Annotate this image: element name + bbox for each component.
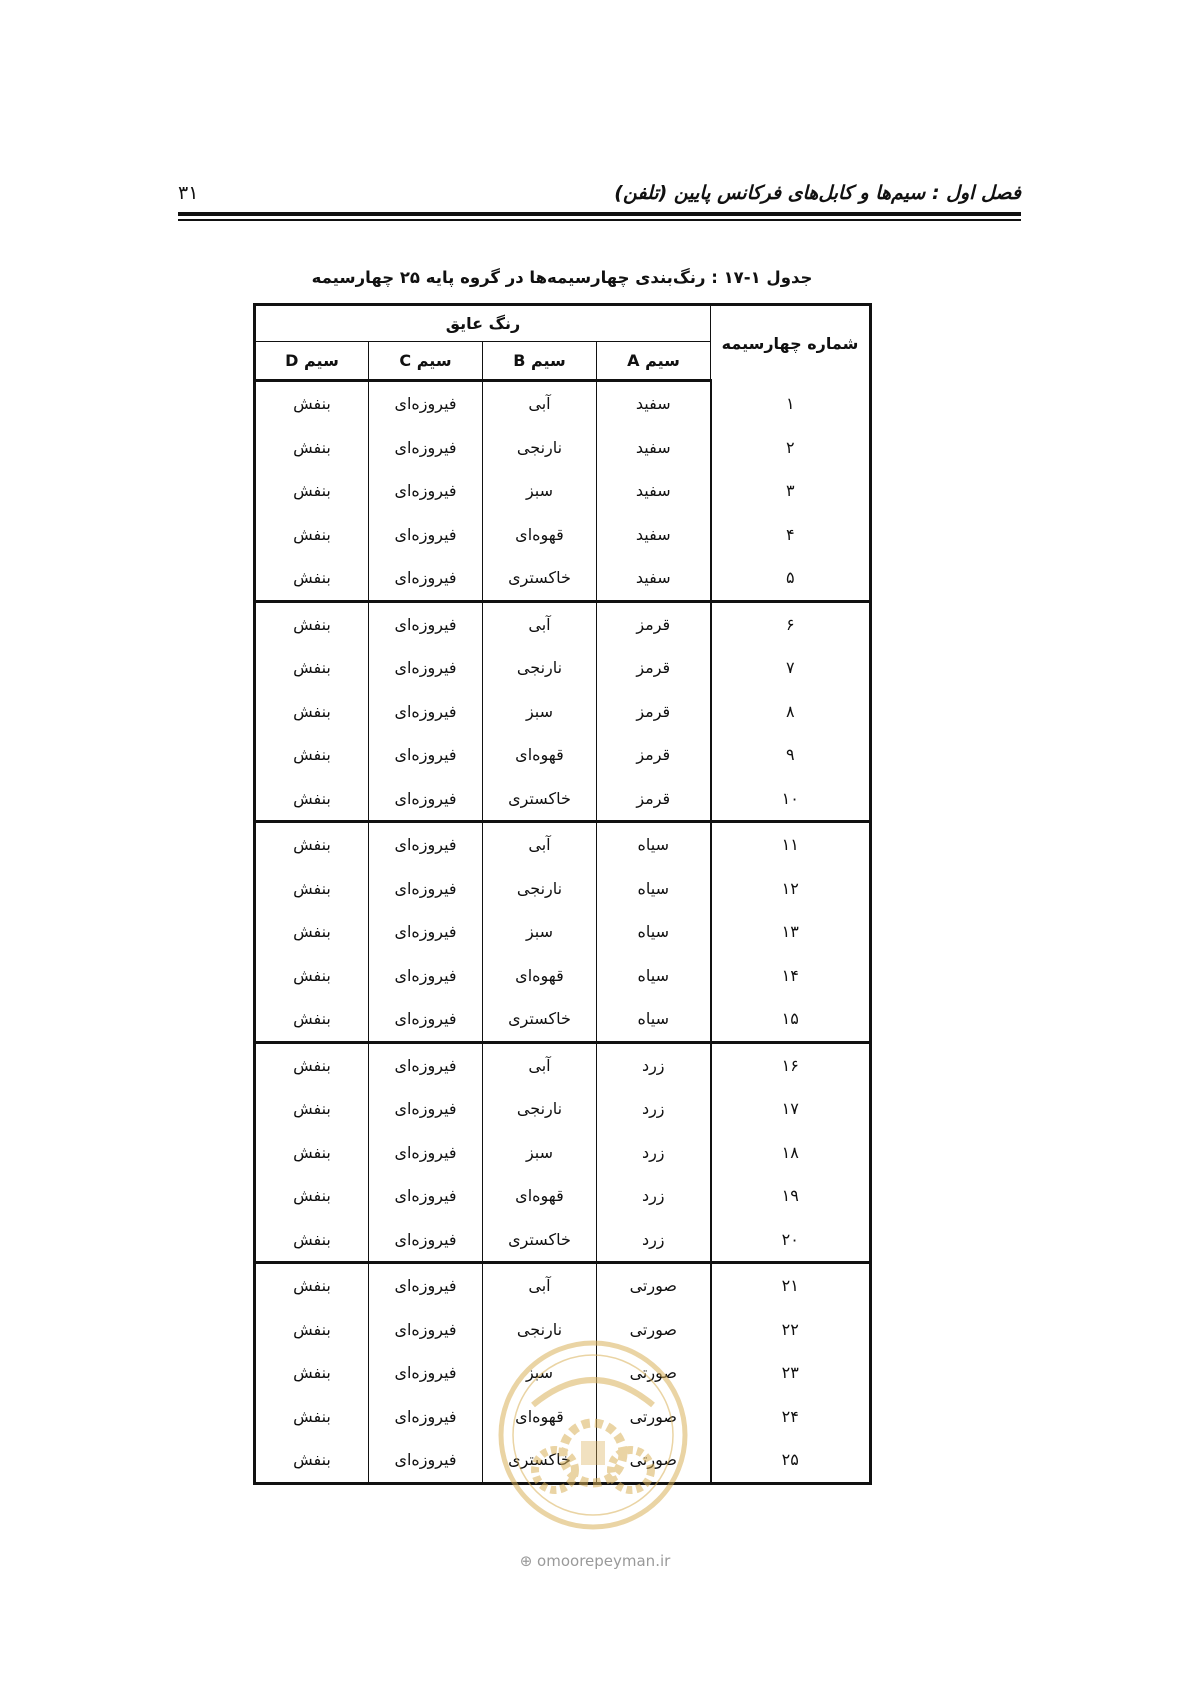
cell-quad-number: ۲۳ — [711, 1351, 871, 1395]
cell-wire-d: بنفش — [255, 426, 369, 470]
cell-quad-number: ۲۲ — [711, 1308, 871, 1352]
cell-wire-c: فیروزه‌ای — [369, 1174, 483, 1218]
table-body — [255, 381, 871, 1484]
cell-wire-d: بنفش — [255, 646, 369, 690]
cell-wire-c: فیروزه‌ای — [369, 556, 483, 601]
header-wire-c: سیم C — [369, 342, 483, 381]
cell-wire-b: سبز — [483, 910, 597, 954]
cell-wire-b: آبی — [483, 822, 597, 867]
table-row — [255, 777, 871, 822]
cell-wire-d: بنفش — [255, 1395, 369, 1439]
cell-quad-number: ۱۵ — [711, 997, 871, 1042]
cell-wire-d: بنفش — [255, 733, 369, 777]
cell-quad-number: ۵ — [711, 556, 871, 601]
cell-wire-c: فیروزه‌ای — [369, 1308, 483, 1352]
cell-wire-a: زرد — [597, 1042, 711, 1087]
cell-wire-a: سفید — [597, 469, 711, 513]
cell-wire-c: فیروزه‌ای — [369, 1395, 483, 1439]
cell-wire-b: سبز — [483, 1131, 597, 1175]
header-wire-b: سیم B — [483, 342, 597, 381]
cell-wire-b: خاکستری — [483, 1218, 597, 1263]
header-wire-d: سیم D — [255, 342, 369, 381]
cell-wire-c: فیروزه‌ای — [369, 910, 483, 954]
cell-wire-b: قهوه‌ای — [483, 513, 597, 557]
cell-wire-a: قرمز — [597, 601, 711, 646]
cell-wire-b: نارنجی — [483, 1087, 597, 1131]
table-row — [255, 1131, 871, 1175]
cell-wire-c: فیروزه‌ای — [369, 690, 483, 734]
cell-wire-a: قرمز — [597, 777, 711, 822]
cell-wire-b: نارنجی — [483, 646, 597, 690]
table-row — [255, 822, 871, 867]
table-caption: جدول ۱-۱۷ : رنگ‌بندی چهارسیمه‌ها در گروه پایه ۲۵ چهارسیمه — [311, 268, 813, 287]
cell-wire-a: صورتی — [597, 1438, 711, 1483]
cell-wire-b: قهوه‌ای — [483, 1395, 597, 1439]
cell-wire-c: فیروزه‌ای — [369, 867, 483, 911]
cell-wire-a: سیاه — [597, 997, 711, 1042]
cell-wire-b: آبی — [483, 381, 597, 426]
watermark-site-text: omoorepeyman.ir — [537, 1552, 671, 1570]
cell-wire-b: آبی — [483, 1263, 597, 1308]
cell-wire-c: فیروزه‌ای — [369, 1131, 483, 1175]
cell-wire-c: فیروزه‌ای — [369, 1087, 483, 1131]
cell-wire-c: فیروزه‌ای — [369, 777, 483, 822]
cell-wire-c: فیروزه‌ای — [369, 1438, 483, 1483]
cell-wire-b: نارنجی — [483, 867, 597, 911]
cell-wire-a: سفید — [597, 513, 711, 557]
cell-quad-number: ۱۶ — [711, 1042, 871, 1087]
cell-wire-a: زرد — [597, 1087, 711, 1131]
cell-wire-b: سبز — [483, 1351, 597, 1395]
cell-wire-c: فیروزه‌ای — [369, 1351, 483, 1395]
table-row — [255, 469, 871, 513]
cell-wire-a: قرمز — [597, 646, 711, 690]
cell-wire-d: بنفش — [255, 997, 369, 1042]
table-row — [255, 601, 871, 646]
cell-quad-number: ۱۹ — [711, 1174, 871, 1218]
table-row — [255, 910, 871, 954]
table-row — [255, 1042, 871, 1087]
cell-wire-d: بنفش — [255, 1131, 369, 1175]
cell-wire-b: آبی — [483, 601, 597, 646]
cell-wire-a: سیاه — [597, 954, 711, 998]
cell-wire-c: فیروزه‌ای — [369, 822, 483, 867]
cell-wire-b: قهوه‌ای — [483, 733, 597, 777]
cell-quad-number: ۱۳ — [711, 910, 871, 954]
cell-wire-c: فیروزه‌ای — [369, 469, 483, 513]
cell-wire-d: بنفش — [255, 601, 369, 646]
cell-wire-c: فیروزه‌ای — [369, 381, 483, 426]
chapter-title: فصل اول : سیم‌ها و کابل‌های فرکانس پایین (تلفن) — [614, 182, 1021, 204]
cell-wire-a: سفید — [597, 426, 711, 470]
table-row — [255, 1174, 871, 1218]
cell-wire-a: سیاه — [597, 910, 711, 954]
cell-wire-b: قهوه‌ای — [483, 954, 597, 998]
header-quad-number: شماره چهارسیمه — [711, 305, 871, 381]
cell-wire-d: بنفش — [255, 469, 369, 513]
cell-wire-d: بنفش — [255, 1263, 369, 1308]
cell-wire-c: فیروزه‌ای — [369, 513, 483, 557]
table-row — [255, 733, 871, 777]
cell-wire-c: فیروزه‌ای — [369, 1263, 483, 1308]
header-rule-thick — [178, 212, 1021, 216]
cell-quad-number: ۱۷ — [711, 1087, 871, 1131]
cell-wire-d: بنفش — [255, 1174, 369, 1218]
cell-wire-a: سفید — [597, 381, 711, 426]
table-row — [255, 426, 871, 470]
cell-wire-a: صورتی — [597, 1308, 711, 1352]
cell-wire-c: فیروزه‌ای — [369, 733, 483, 777]
cell-quad-number: ۱۸ — [711, 1131, 871, 1175]
table-header-row — [255, 305, 871, 342]
cell-wire-c: فیروزه‌ای — [369, 646, 483, 690]
cell-wire-b: خاکستری — [483, 1438, 597, 1483]
cell-wire-a: سفید — [597, 556, 711, 601]
cell-wire-d: بنفش — [255, 513, 369, 557]
cell-quad-number: ۲۴ — [711, 1395, 871, 1439]
cell-wire-c: فیروزه‌ای — [369, 997, 483, 1042]
cell-wire-d: بنفش — [255, 1087, 369, 1131]
globe-icon: ⊕ — [519, 1552, 533, 1570]
cell-wire-a: زرد — [597, 1174, 711, 1218]
cell-wire-a: سیاه — [597, 867, 711, 911]
cell-wire-a: سیاه — [597, 822, 711, 867]
cell-wire-d: بنفش — [255, 1308, 369, 1352]
cell-wire-a: زرد — [597, 1218, 711, 1263]
cell-wire-d: بنفش — [255, 1351, 369, 1395]
cell-quad-number: ۴ — [711, 513, 871, 557]
table-row — [255, 556, 871, 601]
cell-quad-number: ۱۲ — [711, 867, 871, 911]
header-wire-a: سیم A — [597, 342, 711, 381]
cell-quad-number: ۶ — [711, 601, 871, 646]
table-row — [255, 867, 871, 911]
cell-wire-c: فیروزه‌ای — [369, 1042, 483, 1087]
cell-wire-b: خاکستری — [483, 556, 597, 601]
cell-quad-number: ۱ — [711, 381, 871, 426]
cell-wire-b: خاکستری — [483, 777, 597, 822]
watermark-site — [500, 1552, 690, 1570]
page-header — [178, 182, 1021, 206]
table-row — [255, 513, 871, 557]
cell-wire-d: بنفش — [255, 690, 369, 734]
cell-wire-c: فیروزه‌ای — [369, 954, 483, 998]
table-row — [255, 646, 871, 690]
cell-wire-d: بنفش — [255, 910, 369, 954]
cell-wire-d: بنفش — [255, 1042, 369, 1087]
cell-quad-number: ۸ — [711, 690, 871, 734]
cell-wire-c: فیروزه‌ای — [369, 426, 483, 470]
cell-quad-number: ۷ — [711, 646, 871, 690]
cell-wire-a: قرمز — [597, 733, 711, 777]
cell-wire-a: قرمز — [597, 690, 711, 734]
cell-wire-d: بنفش — [255, 954, 369, 998]
cell-quad-number: ۱۰ — [711, 777, 871, 822]
watermark-logo — [493, 1335, 693, 1535]
header-insulation-color: رنگ عایق — [255, 305, 711, 342]
cell-wire-b: سبز — [483, 469, 597, 513]
cell-wire-b: قهوه‌ای — [483, 1174, 597, 1218]
page-number: ۳۱ — [178, 182, 199, 204]
table-row — [255, 381, 871, 426]
cell-wire-a: زرد — [597, 1131, 711, 1175]
cell-wire-d: بنفش — [255, 556, 369, 601]
cell-quad-number: ۲ — [711, 426, 871, 470]
table-row — [255, 997, 871, 1042]
table-row — [255, 1263, 871, 1308]
cell-wire-d: بنفش — [255, 381, 369, 426]
cell-wire-d: بنفش — [255, 822, 369, 867]
cell-wire-b: آبی — [483, 1042, 597, 1087]
header-rule-thin — [178, 219, 1021, 221]
table-row — [255, 1087, 871, 1131]
cell-wire-a: صورتی — [597, 1395, 711, 1439]
cell-quad-number: ۱۴ — [711, 954, 871, 998]
cell-wire-b: نارنجی — [483, 426, 597, 470]
cell-quad-number: ۳ — [711, 469, 871, 513]
cell-wire-d: بنفش — [255, 1438, 369, 1483]
cell-wire-c: فیروزه‌ای — [369, 601, 483, 646]
cell-wire-d: بنفش — [255, 867, 369, 911]
quad-color-table — [253, 303, 872, 1485]
cell-quad-number: ۱۱ — [711, 822, 871, 867]
cell-wire-b: نارنجی — [483, 1308, 597, 1352]
cell-wire-b: خاکستری — [483, 997, 597, 1042]
table-row — [255, 690, 871, 734]
cell-wire-d: بنفش — [255, 777, 369, 822]
table-row — [255, 954, 871, 998]
table-row — [255, 1218, 871, 1263]
cell-quad-number: ۹ — [711, 733, 871, 777]
cell-wire-a: صورتی — [597, 1263, 711, 1308]
cell-quad-number: ۲۰ — [711, 1218, 871, 1263]
cell-wire-a: صورتی — [597, 1351, 711, 1395]
cell-quad-number: ۲۵ — [711, 1438, 871, 1483]
cell-wire-d: بنفش — [255, 1218, 369, 1263]
cell-wire-b: سبز — [483, 690, 597, 734]
cell-quad-number: ۲۱ — [711, 1263, 871, 1308]
cell-wire-c: فیروزه‌ای — [369, 1218, 483, 1263]
